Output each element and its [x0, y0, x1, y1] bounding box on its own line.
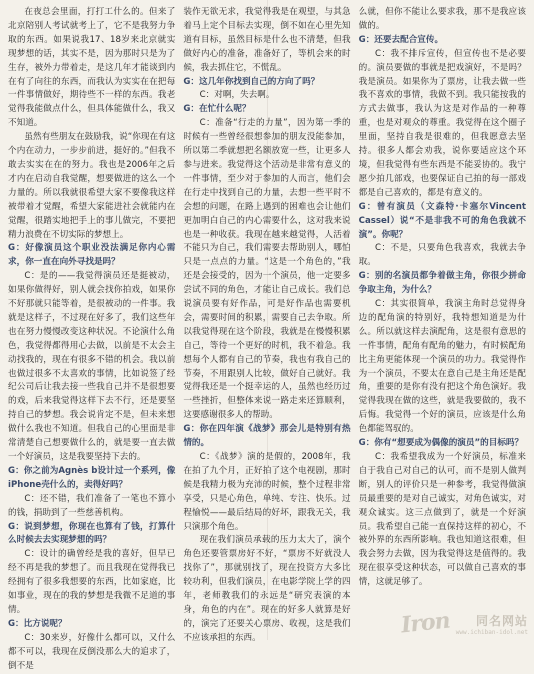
- interview-question: G：你之前为Agnès b设计过一个系列，像iPhone壳什么的，卖得好吗？: [8, 465, 176, 490]
- interview-answer-paragraph: C：还不错，我们准备了一笔也不算小的钱，捐助到了一些慈善机构。: [8, 493, 176, 518]
- interview-question: G：你在四年演《战梦》那会儿是特别有热情的。: [183, 424, 351, 449]
- text-column-3: [359, 6, 526, 610]
- interview-answer-paragraph: C：不是，只要角色我喜欢，我就去争取。: [358, 243, 526, 268]
- watermark-logo-script: Iron: [399, 607, 451, 639]
- interview-answer-paragraph: C：《战梦》演的是假的，2008年，我在拍了九个月，正好拍了这个电视剧，那时候是我精力极为充沛的时候，整个过程非常享受，只是心角色，单纯、专注、快乐。过程愉悦——最后结局的好坏，跟我无关，我只演那个角色。: [183, 452, 351, 532]
- interview-question: G：好像演员这个职业没法满足你内心需求，你一直在向外寻找是吗？: [8, 243, 176, 268]
- interview-question: G：说到梦想，你现在也算有了钱，打算什么时候去去实现梦想的吗？: [8, 521, 176, 546]
- interview-answer-paragraph: C：其实很简单，我演主角时总觉得身边的配角演的特别好，我特想知道是为什么。所以就这样去演配角，这是很有意思的一件事情，配角有配角的魅力，有时候配角比主角更能体现一个演员的功力。我觉得作为一个演员，不要太在意自己是主角还是配角，重要的是你有没有把这个角色演好。我觉得我现在做的这些，就是我要做的，我不后悔。我觉得一个好的演员，应该是什么角色都能驾驭的。: [358, 299, 526, 435]
- interview-answer-paragraph: 虽然有些朋友在鼓励我，说“你现在有这个内在动力，一步步前进，挺好的。”但我不敢去实实在在的努力。我也是2006年之后才内在启动自我觉醒，想要做进的这么一个力量的。所以我就很希望大家不要像我这样被带着才觉醒，希望大家能进社会就能内在觉醒，很踏实地把手上的事儿做完，不要把精力浪费在不切实际的梦想上。: [8, 132, 176, 240]
- interview-answer-paragraph: 在夜总会里面，打打工什么的。但来了北京陪别人考试就考上了，它不是我努力争取的东西。如果说我17、18岁来北京就实现梦想的话，其实不是，因为那时只是为了生存，被外力带着走，是这几年才能谈到内在有了向往的东西，而我认为实实在在把每一件事情做好，期待些不一样的东西。我老觉得我能做点什么，但具体能做什么，我又不知道。: [8, 7, 176, 129]
- interview-answer-paragraph: 么就，但你不能让么要求我，那不是我应该做的。: [358, 7, 526, 31]
- interview-question: G：还要去配合宣传。: [358, 34, 444, 45]
- interview-answer-paragraph: 现在我们演员承载的压力太大了，演个角色还要管票房好不好，“票房不好就没人找你了”，那就别找了，现在投资方大多比较功利，但我们演员，在电影学院上学的四年，老师教我们的永远是“研究表演的本身，角色的内在”。现在的好多人就算是好的，演完了还要关心票房、收视，这是我们不应该承担的东西。: [183, 535, 351, 643]
- interview-question: G：在忙什么呢？: [183, 104, 251, 115]
- site-watermark: [399, 607, 528, 639]
- interview-answer-paragraph: C：我不排斥宣传，但宣传也不是必要的。演员要做的事就是把戏演好，不是吗？我是演员。如果你为了票房，让我去做一些我不喜欢的事情，我做不到。我只能按我的方式去做事，我认为这是对作品的一种尊重，也是对观众的尊重。我觉得在这个圈子里面，坚持自我是很难的，但我愿意去坚持。很多人都会劝我，说你要适应这个环境，但我觉得有些东西是不能妥协的。我宁愿少拍几部戏，也要保证自己拍的每一部戏都是自己喜欢的，都是有意义的。: [358, 48, 526, 198]
- interview-answer-paragraph: C：准备“行走的力量”，因为第一季的时候有一些曾经很想参加的朋友没能参加，所以第二季就想把名额放宽一些，让更多人参与进来。我觉得这个活动是非常有意义的一件事情，至少对于参加的人而言，他们会在行走中找到自己的力量，去想一些平时不会想的问题，在路上遇到的困难也会让他们更加明白自己的内心需要什么，这对我来说也是一种收获。我现在越来越觉得，人活着不能只为自己，我们需要去帮助别人，哪怕只是一点点的力量。“这是一个角色的，”我还是会接受的，因为一个演员，他一定要多尝试不同的角色，才能让自己成长。我们总说演员要有好作品，可是好作品也需要机会，需要时间的积累，需要自己去争取。所以我觉得现在这个阶段，我就是在慢慢积累自己，等待一个更好的时机，我不着急。我想每个人都有自己的节奏，我也有我自己的节奏，不用跟别人比较，做好自己就好。我觉得我还是一个挺幸运的人，虽然也经历过一些挫折，但整体来说一路走来还算顺利，这要感谢很多人的帮助。: [183, 118, 351, 421]
- interview-question: G：曾有演员（文森特·卡塞尔Vincent Cassel）说“不是非我不可的角色我就不演”。你呢？: [358, 201, 526, 240]
- watermark-site-name: 同名网站: [475, 614, 528, 628]
- interview-answer-paragraph: C：对啊，失去啊。: [199, 90, 275, 101]
- interview-answer-paragraph: C：是的——我觉得演员还是挺被动，如果你做得好，别人就会找你拍戏，如果你不好那就只能等着，是很被动的一件事。我就是这样子，不过现在好多了，我们这些年也在努力慢慢改变这种状况。不论演什么角色，我觉得都得用心去做，以前是不太会主动找我的，现在有很多不错的机会。我以前也做过很多不太喜欢的事情，比如说签了经纪公司后让我去接一些我自己并不是很想要的戏，后来我觉得这样下去不行，还是要坚持自己的梦想。我会说肯定不是，但未来想做什么我也不知道。但我自己的心里面是非常清楚自己想要做什么的，就是要一直去做一个好演员，这是我要坚持下去的。: [8, 271, 176, 462]
- page-fold: [267, 0, 268, 640]
- interview-question: G：这几年你找到自己的方向了吗？: [183, 76, 320, 87]
- interview-question: G：比方说呢？: [8, 618, 67, 629]
- watermark-site-url: www.ichiban-idol.net: [455, 629, 528, 636]
- interview-answer-paragraph: C：我希望我成为一个好演员，标准来自于我自己对自己的认可，而不是别人做判断，别人的评价只是一种参考，我觉得做演员最重要的是对自己诚实，对角色诚实，对观众诚实。这三点做到了，就是一个好演员。我希望自己能一直保持这样的初心，不被外界的东西所影响。我也知道这很难，但我会努力去做，因为我觉得这是值得的。我现在很享受这种状态，可以做自己喜欢的事情，这就足够了。: [358, 452, 526, 588]
- interview-question: G：别的名演员都争着做主角，你很少拼命争取主角，为什么？: [358, 271, 526, 296]
- interview-answer-paragraph: C：30来岁，好像什么都可以，又什么都不可以，我现在反倒没那么大的追求了，倒不是: [8, 632, 176, 671]
- interview-question: G：你有“想要成为偶像的演员”的目标吗？: [358, 438, 524, 449]
- text-column-1: [8, 6, 176, 671]
- interview-answer-paragraph: 装作无欲无求，我觉得我是在观望，与其急着马上定个目标去实现，倒不如在心里先知道有目标，虽然目标是什么也不清楚，但我做好内心的准备，准备好了，等机会来的时候，我去抓住它，不慌乱。: [183, 7, 351, 73]
- interview-answer-paragraph: C：设计的确曾经是我的喜好，但早已经不再是我的梦想了。而且我现在觉得我已经拥有了很多我想要的东西，比如家庭，比如事业，现在的我的梦想是我微不足道的事情。: [8, 549, 176, 615]
